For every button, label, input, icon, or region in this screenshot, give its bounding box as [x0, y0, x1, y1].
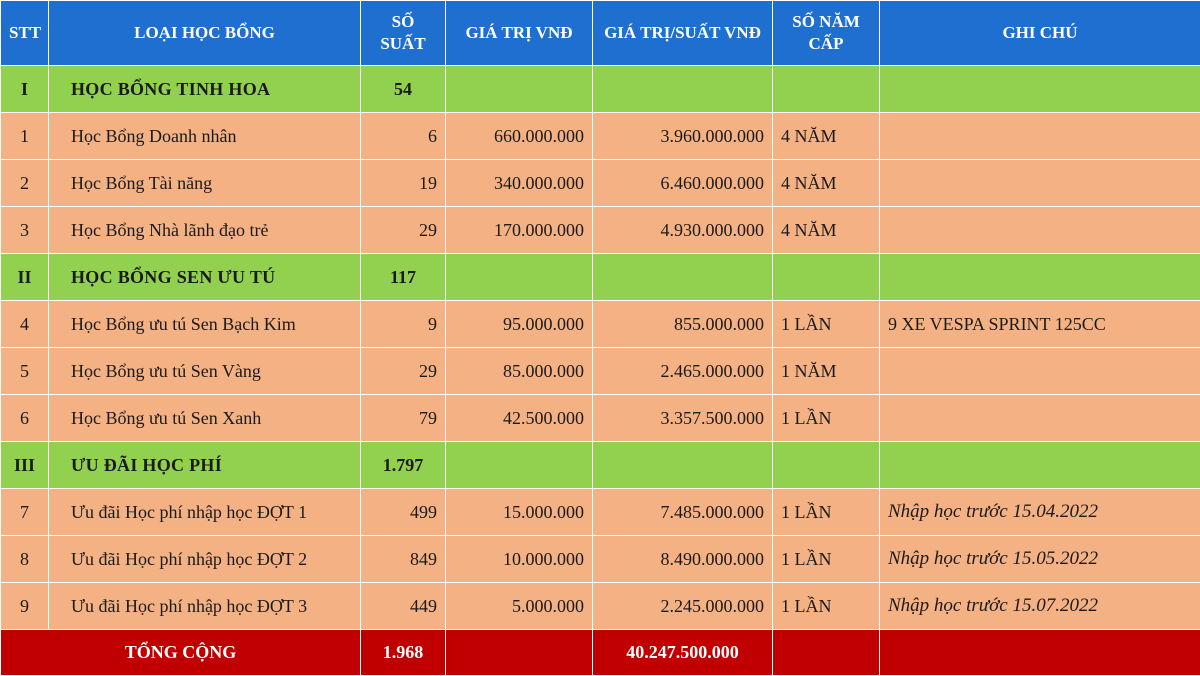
row-value: 95.000.000 [446, 301, 593, 348]
group-count: 54 [361, 66, 446, 113]
row-name: Học Bổng Nhà lãnh đạo trẻ [49, 207, 361, 254]
row-stt: 8 [1, 536, 49, 583]
row-years: 1 LẦN [773, 395, 880, 442]
row-count: 499 [361, 489, 446, 536]
row-years: 4 NĂM [773, 207, 880, 254]
group-stt: III [1, 442, 49, 489]
row-value: 10.000.000 [446, 536, 593, 583]
group-stt: I [1, 66, 49, 113]
header-stt: STT [1, 1, 49, 66]
row-count: 849 [361, 536, 446, 583]
row-count: 79 [361, 395, 446, 442]
table-row [1, 536, 1200, 583]
header-gia-tri-suat: GIÁ TRỊ/SUẤT VNĐ [593, 1, 773, 66]
row-count: 9 [361, 301, 446, 348]
row-years: 1 LẦN [773, 301, 880, 348]
row-total: 4.930.000.000 [593, 207, 773, 254]
group-name: HỌC BỔNG SEN ƯU TÚ [49, 254, 361, 301]
header-row [1, 1, 1200, 66]
table-row [1, 395, 1200, 442]
row-total: 7.485.000.000 [593, 489, 773, 536]
row-count: 6 [361, 113, 446, 160]
row-value: 15.000.000 [446, 489, 593, 536]
row-name: Học Bổng ưu tú Sen Xanh [49, 395, 361, 442]
row-count: 449 [361, 583, 446, 630]
row-stt: 2 [1, 160, 49, 207]
total-value: 40.247.500.000 [593, 630, 773, 676]
row-name: Ưu đãi Học phí nhập học ĐỢT 3 [49, 583, 361, 630]
row-note: Nhập học trước 15.05.2022 [880, 536, 1200, 583]
table-row [1, 348, 1200, 395]
row-stt: 7 [1, 489, 49, 536]
header-so-suat: SỐ SUẤT [361, 1, 446, 66]
total-count: 1.968 [361, 630, 446, 676]
row-stt: 4 [1, 301, 49, 348]
row-name: Học Bổng ưu tú Sen Bạch Kim [49, 301, 361, 348]
row-name: Học Bổng Doanh nhân [49, 113, 361, 160]
row-years: 1 LẦN [773, 536, 880, 583]
table-row [1, 160, 1200, 207]
row-value: 42.500.000 [446, 395, 593, 442]
row-total: 3.357.500.000 [593, 395, 773, 442]
header-loai-hoc-bong: LOẠI HỌC BỔNG [49, 1, 361, 66]
row-total: 8.490.000.000 [593, 536, 773, 583]
group-row [1, 66, 1200, 113]
row-count: 29 [361, 348, 446, 395]
row-note [880, 113, 1200, 160]
group-count: 117 [361, 254, 446, 301]
row-value: 340.000.000 [446, 160, 593, 207]
row-stt: 9 [1, 583, 49, 630]
row-note [880, 207, 1200, 254]
row-stt: 1 [1, 113, 49, 160]
row-stt: 3 [1, 207, 49, 254]
row-years: 1 NĂM [773, 348, 880, 395]
row-years: 4 NĂM [773, 113, 880, 160]
group-count: 1.797 [361, 442, 446, 489]
row-name: Ưu đãi Học phí nhập học ĐỢT 2 [49, 536, 361, 583]
row-note [880, 160, 1200, 207]
row-value: 660.000.000 [446, 113, 593, 160]
row-value: 170.000.000 [446, 207, 593, 254]
row-total: 2.245.000.000 [593, 583, 773, 630]
header-ghi-chu: GHI CHÚ [880, 1, 1200, 66]
row-years: 4 NĂM [773, 160, 880, 207]
row-count: 29 [361, 207, 446, 254]
table-row [1, 301, 1200, 348]
row-total: 6.460.000.000 [593, 160, 773, 207]
table-row [1, 489, 1200, 536]
row-name: Học Bổng ưu tú Sen Vàng [49, 348, 361, 395]
table-row [1, 113, 1200, 160]
group-row [1, 254, 1200, 301]
total-row [1, 630, 1200, 676]
row-note [880, 395, 1200, 442]
row-name: Ưu đãi Học phí nhập học ĐỢT 1 [49, 489, 361, 536]
group-name: HỌC BỔNG TINH HOA [49, 66, 361, 113]
table-row [1, 583, 1200, 630]
row-name: Học Bổng Tài năng [49, 160, 361, 207]
row-total: 3.960.000.000 [593, 113, 773, 160]
row-total: 855.000.000 [593, 301, 773, 348]
row-note: 9 XE VESPA SPRINT 125CC [880, 301, 1200, 348]
row-note [880, 348, 1200, 395]
total-label: TỔNG CỘNG [1, 630, 361, 676]
header-gia-tri: GIÁ TRỊ VNĐ [446, 1, 593, 66]
row-value: 5.000.000 [446, 583, 593, 630]
group-row [1, 442, 1200, 489]
header-so-nam-cap: SỐ NĂM CẤP [773, 1, 880, 66]
row-years: 1 LẦN [773, 583, 880, 630]
row-value: 85.000.000 [446, 348, 593, 395]
row-stt: 5 [1, 348, 49, 395]
row-total: 2.465.000.000 [593, 348, 773, 395]
group-stt: II [1, 254, 49, 301]
row-count: 19 [361, 160, 446, 207]
row-stt: 6 [1, 395, 49, 442]
row-note: Nhập học trước 15.04.2022 [880, 489, 1200, 536]
table-row [1, 207, 1200, 254]
row-note: Nhập học trước 15.07.2022 [880, 583, 1200, 630]
group-name: ƯU ĐÃI HỌC PHÍ [49, 442, 361, 489]
row-years: 1 LẦN [773, 489, 880, 536]
